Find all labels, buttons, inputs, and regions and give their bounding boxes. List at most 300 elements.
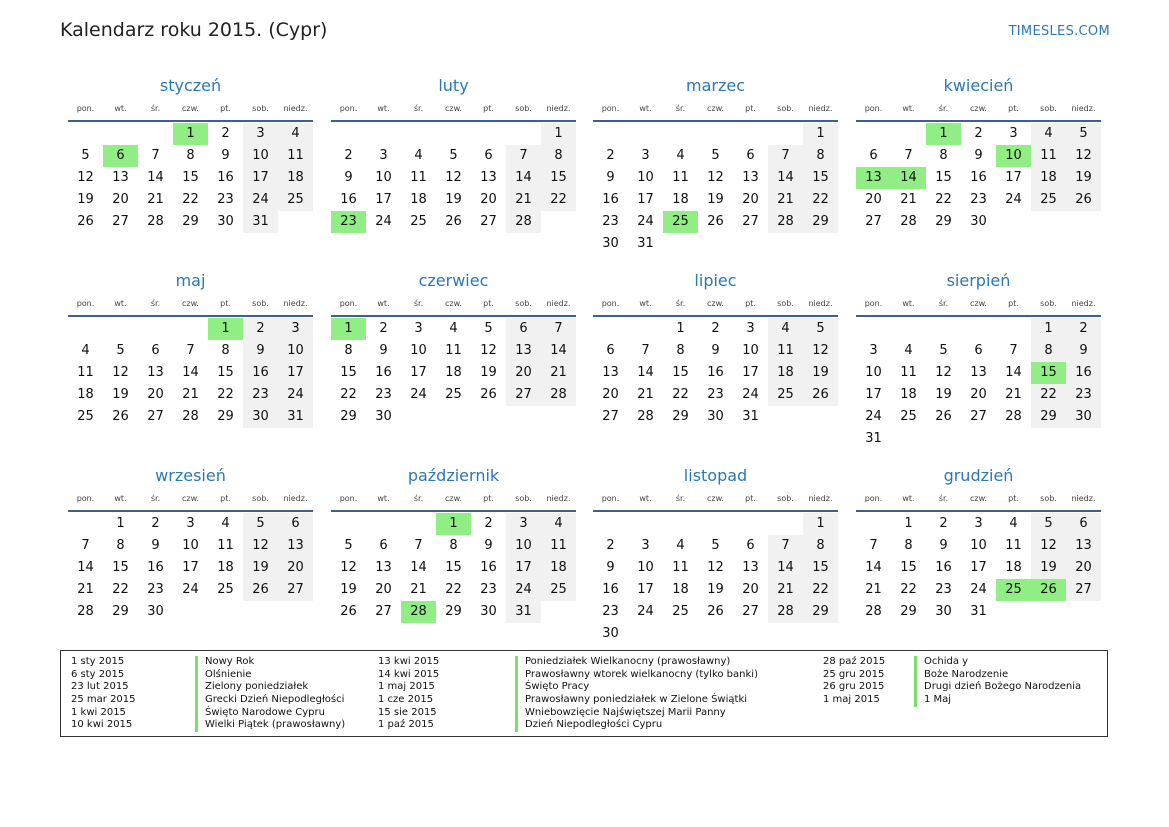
day-cell: 12 bbox=[77, 170, 94, 185]
day-cell: 17 bbox=[506, 557, 541, 579]
weekday-label: wt. bbox=[902, 104, 915, 113]
empty-day-cell bbox=[471, 123, 506, 145]
day-cell: 28 bbox=[865, 604, 882, 619]
week-row bbox=[856, 384, 1101, 406]
day-cell: 9 bbox=[974, 148, 983, 163]
weekday-label: niedz. bbox=[808, 104, 833, 113]
week-row bbox=[68, 189, 313, 211]
day-cell: 22 bbox=[541, 189, 576, 211]
holiday-name: Nowy Rok bbox=[195, 656, 254, 669]
day-cell: 2 bbox=[379, 321, 388, 336]
day-cell: 29 bbox=[935, 214, 952, 229]
day-cell: 24 bbox=[742, 387, 759, 402]
month-name: lipiec bbox=[694, 271, 737, 290]
day-cell: 27 bbox=[865, 214, 882, 229]
day-cell: 17 bbox=[1005, 170, 1022, 185]
weekday-label: wt. bbox=[902, 494, 915, 503]
day-cell: 21 bbox=[182, 387, 199, 402]
weekday-label: niedz. bbox=[808, 299, 833, 308]
empty-day-cell bbox=[331, 123, 366, 145]
day-cell: 4 bbox=[676, 538, 685, 553]
weekday-label: wt. bbox=[114, 299, 127, 308]
weekday-label: sob. bbox=[777, 104, 794, 113]
day-cell: 6 bbox=[974, 343, 983, 358]
holiday-date: 28 paź 2015 bbox=[823, 656, 886, 667]
month-name: grudzień bbox=[943, 466, 1014, 485]
empty-day-cell bbox=[961, 318, 996, 340]
holiday-date: 1 cze 2015 bbox=[378, 694, 434, 706]
day-cell: 23 bbox=[1066, 384, 1101, 406]
holiday-date: 6 sty 2015 bbox=[71, 668, 125, 680]
day-cell: 11 bbox=[672, 560, 689, 575]
month-name: kwiecień bbox=[943, 76, 1014, 95]
day-cell: 13 bbox=[856, 167, 891, 189]
weekday-header bbox=[68, 489, 313, 509]
empty-day-cell bbox=[698, 123, 733, 145]
day-cell: 29 bbox=[1031, 406, 1066, 428]
week-row bbox=[68, 513, 313, 535]
day-cell: 7 bbox=[904, 148, 913, 163]
day-cell: 21 bbox=[1005, 387, 1022, 402]
empty-day-cell bbox=[208, 601, 243, 623]
day-cell: 14 bbox=[77, 560, 94, 575]
day-cell: 9 bbox=[484, 538, 493, 553]
weekday-label: sob. bbox=[777, 494, 794, 503]
empty-day-cell bbox=[733, 623, 768, 645]
day-cell: 26 bbox=[243, 579, 278, 601]
holiday-name: Grecki Dzień Niepodległości bbox=[195, 694, 344, 707]
day-cell: 31 bbox=[865, 431, 882, 446]
day-cell: 11 bbox=[900, 365, 917, 380]
weekday-header bbox=[856, 99, 1101, 119]
weekday-label: pt. bbox=[745, 494, 756, 503]
week-row bbox=[856, 189, 1101, 211]
day-cell: 16 bbox=[480, 560, 497, 575]
day-cell: 1 bbox=[904, 516, 913, 531]
weekday-label: sob. bbox=[252, 299, 269, 308]
week-row bbox=[856, 513, 1101, 535]
day-cell: 19 bbox=[340, 582, 357, 597]
day-cell: 18 bbox=[77, 387, 94, 402]
day-cell: 14 bbox=[768, 557, 803, 579]
day-cell: 17 bbox=[278, 362, 313, 384]
empty-day-cell bbox=[926, 318, 961, 340]
weekday-label: pt. bbox=[745, 299, 756, 308]
day-cell: 5 bbox=[116, 343, 125, 358]
empty-day-cell bbox=[768, 623, 803, 645]
weekday-label: wt. bbox=[639, 299, 652, 308]
week-row bbox=[68, 123, 313, 145]
week-row bbox=[593, 406, 838, 428]
day-cell: 19 bbox=[1066, 167, 1101, 189]
month-name: wrzesień bbox=[155, 466, 226, 485]
empty-day-cell bbox=[1031, 428, 1066, 450]
empty-day-cell bbox=[173, 318, 208, 340]
day-cell: 28 bbox=[506, 211, 541, 233]
day-cell: 8 bbox=[676, 343, 685, 358]
month-name: styczeń bbox=[159, 76, 222, 95]
weekday-label: czw. bbox=[182, 494, 199, 503]
day-cell: 26 bbox=[445, 214, 462, 229]
day-cell: 30 bbox=[602, 626, 619, 641]
day-cell: 8 bbox=[186, 148, 195, 163]
day-cell: 4 bbox=[1009, 516, 1018, 531]
week-row bbox=[331, 579, 576, 601]
day-cell: 3 bbox=[641, 538, 650, 553]
day-cell: 19 bbox=[243, 557, 278, 579]
day-cell: 15 bbox=[340, 365, 357, 380]
month-name: marzec bbox=[685, 76, 745, 95]
day-cell: 9 bbox=[1066, 340, 1101, 362]
weekday-label: pon. bbox=[339, 104, 358, 113]
day-cell: 18 bbox=[1031, 167, 1066, 189]
weekday-label: czw. bbox=[182, 299, 199, 308]
weekday-label: śr. bbox=[413, 494, 424, 503]
day-cell: 28 bbox=[637, 409, 654, 424]
empty-day-cell bbox=[891, 428, 926, 450]
day-cell: 15 bbox=[182, 170, 199, 185]
day-cell: 6 bbox=[278, 513, 313, 535]
day-cell: 18 bbox=[541, 557, 576, 579]
day-cell: 4 bbox=[221, 516, 230, 531]
day-cell: 19 bbox=[707, 582, 724, 597]
day-cell: 31 bbox=[243, 211, 278, 233]
day-cell: 24 bbox=[1005, 192, 1022, 207]
month-name: maj bbox=[175, 271, 206, 290]
day-cell: 9 bbox=[151, 538, 160, 553]
day-cell: 22 bbox=[803, 189, 838, 211]
day-cell: 16 bbox=[707, 365, 724, 380]
empty-day-cell bbox=[593, 318, 628, 340]
weekday-label: pt. bbox=[220, 494, 231, 503]
day-cell: 2 bbox=[711, 321, 720, 336]
day-cell: 18 bbox=[410, 192, 427, 207]
day-cell: 27 bbox=[742, 604, 759, 619]
day-cell: 14 bbox=[865, 560, 882, 575]
day-cell: 10 bbox=[996, 145, 1031, 167]
weekday-label: czw. bbox=[970, 104, 987, 113]
day-cell: 12 bbox=[112, 365, 129, 380]
day-cell: 8 bbox=[541, 145, 576, 167]
day-cell: 6 bbox=[1066, 513, 1101, 535]
day-cell: 21 bbox=[77, 582, 94, 597]
month-name: czerwiec bbox=[418, 271, 489, 290]
day-cell: 9 bbox=[243, 340, 278, 362]
empty-day-cell bbox=[138, 123, 173, 145]
day-cell: 5 bbox=[449, 148, 458, 163]
week-row bbox=[331, 145, 576, 167]
day-cell: 22 bbox=[445, 582, 462, 597]
day-cell: 18 bbox=[1005, 560, 1022, 575]
day-cell: 15 bbox=[935, 170, 952, 185]
day-cell: 26 bbox=[480, 387, 497, 402]
day-cell: 6 bbox=[746, 148, 755, 163]
day-cell: 12 bbox=[340, 560, 357, 575]
weekday-label: pt. bbox=[483, 494, 494, 503]
day-cell: 8 bbox=[449, 538, 458, 553]
day-cell: 17 bbox=[970, 560, 987, 575]
day-cell: 5 bbox=[344, 538, 353, 553]
weekday-label: pt. bbox=[220, 299, 231, 308]
weekday-label: sob. bbox=[1040, 104, 1057, 113]
day-cell: 3 bbox=[746, 321, 755, 336]
weekday-label: niedz. bbox=[283, 299, 308, 308]
day-cell: 14 bbox=[182, 365, 199, 380]
week-row bbox=[593, 362, 838, 384]
day-cell: 13 bbox=[147, 365, 164, 380]
empty-day-cell bbox=[891, 123, 926, 145]
empty-day-cell bbox=[733, 513, 768, 535]
day-cell: 17 bbox=[637, 192, 654, 207]
weekday-label: pon. bbox=[339, 299, 358, 308]
holiday-date: 23 lut 2015 bbox=[71, 681, 129, 693]
day-cell: 3 bbox=[186, 516, 195, 531]
week-row bbox=[593, 340, 838, 362]
weekday-label: sob. bbox=[252, 494, 269, 503]
day-cell: 11 bbox=[768, 340, 803, 362]
day-cell: 4 bbox=[904, 343, 913, 358]
day-cell: 23 bbox=[375, 387, 392, 402]
day-cell: 7 bbox=[768, 145, 803, 167]
month-3 bbox=[593, 72, 838, 255]
month-10 bbox=[331, 462, 576, 623]
holiday-date: 25 gru 2015 bbox=[823, 668, 885, 680]
day-cell: 6 bbox=[484, 148, 493, 163]
day-cell: 31 bbox=[278, 406, 313, 428]
day-cell: 5 bbox=[711, 538, 720, 553]
day-cell: 15 bbox=[1031, 362, 1066, 384]
brand-link[interactable]: TIMESLES.COM bbox=[1008, 24, 1110, 39]
weekday-label: sob. bbox=[252, 104, 269, 113]
empty-day-cell bbox=[961, 428, 996, 450]
day-cell: 13 bbox=[375, 560, 392, 575]
week-row bbox=[68, 362, 313, 384]
day-cell: 10 bbox=[637, 170, 654, 185]
weekday-label: czw. bbox=[445, 299, 462, 308]
day-cell: 30 bbox=[375, 409, 392, 424]
day-cell: 24 bbox=[637, 604, 654, 619]
weekday-label: śr. bbox=[675, 494, 686, 503]
day-cell: 20 bbox=[602, 387, 619, 402]
empty-day-cell bbox=[1031, 211, 1066, 233]
day-cell: 24 bbox=[410, 387, 427, 402]
empty-day-cell bbox=[891, 318, 926, 340]
day-cell: 29 bbox=[803, 211, 838, 233]
day-cell: 2 bbox=[243, 318, 278, 340]
day-cell: 23 bbox=[147, 582, 164, 597]
empty-day-cell bbox=[996, 428, 1031, 450]
day-cell: 16 bbox=[1066, 362, 1101, 384]
week-row bbox=[68, 406, 313, 428]
weekday-label: śr. bbox=[675, 104, 686, 113]
day-cell: 6 bbox=[379, 538, 388, 553]
holiday-legend bbox=[60, 650, 1108, 737]
weekday-label: niedz. bbox=[283, 494, 308, 503]
weekday-label: pon. bbox=[864, 104, 883, 113]
day-cell: 5 bbox=[939, 343, 948, 358]
weekday-label: czw. bbox=[445, 104, 462, 113]
week-row bbox=[856, 557, 1101, 579]
day-cell: 27 bbox=[602, 409, 619, 424]
day-cell: 3 bbox=[243, 123, 278, 145]
day-cell: 10 bbox=[243, 145, 278, 167]
week-row bbox=[593, 211, 838, 233]
day-cell: 12 bbox=[480, 343, 497, 358]
empty-day-cell bbox=[541, 211, 576, 233]
empty-day-cell bbox=[628, 318, 663, 340]
day-cell: 30 bbox=[147, 604, 164, 619]
day-cell: 25 bbox=[278, 189, 313, 211]
day-cell: 21 bbox=[900, 192, 917, 207]
holiday-date: 25 mar 2015 bbox=[71, 694, 136, 706]
day-cell: 15 bbox=[900, 560, 917, 575]
day-cell: 20 bbox=[506, 362, 541, 384]
day-cell: 29 bbox=[182, 214, 199, 229]
day-cell: 28 bbox=[147, 214, 164, 229]
empty-day-cell bbox=[663, 123, 698, 145]
empty-day-cell bbox=[401, 123, 436, 145]
weekday-label: czw. bbox=[970, 299, 987, 308]
day-cell: 8 bbox=[803, 145, 838, 167]
week-row bbox=[331, 123, 576, 145]
day-cell: 16 bbox=[970, 170, 987, 185]
day-cell: 3 bbox=[1009, 126, 1018, 141]
day-cell: 13 bbox=[480, 170, 497, 185]
day-cell: 9 bbox=[606, 170, 615, 185]
day-cell: 24 bbox=[243, 189, 278, 211]
day-cell: 25 bbox=[445, 387, 462, 402]
day-cell: 7 bbox=[81, 538, 90, 553]
day-cell: 2 bbox=[151, 516, 160, 531]
weekday-label: pt. bbox=[745, 104, 756, 113]
day-cell: 21 bbox=[637, 387, 654, 402]
day-cell: 17 bbox=[410, 365, 427, 380]
day-cell: 25 bbox=[217, 582, 234, 597]
empty-day-cell bbox=[331, 513, 366, 535]
week-row bbox=[593, 579, 838, 601]
day-cell: 25 bbox=[672, 604, 689, 619]
day-cell: 3 bbox=[974, 516, 983, 531]
weekday-label: pt. bbox=[1008, 104, 1019, 113]
day-cell: 29 bbox=[672, 409, 689, 424]
day-cell: 8 bbox=[116, 538, 125, 553]
day-cell: 24 bbox=[182, 582, 199, 597]
day-cell: 19 bbox=[445, 192, 462, 207]
empty-day-cell bbox=[68, 318, 103, 340]
weekday-header bbox=[856, 294, 1101, 314]
day-cell: 27 bbox=[112, 214, 129, 229]
day-cell: 20 bbox=[480, 192, 497, 207]
month-11 bbox=[593, 462, 838, 645]
day-cell: 5 bbox=[243, 513, 278, 535]
week-row bbox=[856, 362, 1101, 384]
week-row bbox=[331, 513, 576, 535]
day-cell: 18 bbox=[445, 365, 462, 380]
day-cell: 12 bbox=[445, 170, 462, 185]
week-row bbox=[856, 406, 1101, 428]
week-row bbox=[331, 406, 576, 428]
empty-day-cell bbox=[768, 233, 803, 255]
week-row bbox=[593, 145, 838, 167]
day-cell: 27 bbox=[375, 604, 392, 619]
empty-day-cell bbox=[541, 601, 576, 623]
day-cell: 30 bbox=[970, 214, 987, 229]
day-cell: 29 bbox=[112, 604, 129, 619]
day-cell: 6 bbox=[746, 538, 755, 553]
day-cell: 27 bbox=[1066, 579, 1101, 601]
weekday-label: pt. bbox=[1008, 299, 1019, 308]
day-cell: 30 bbox=[1066, 406, 1101, 428]
week-row bbox=[331, 340, 576, 362]
day-cell: 10 bbox=[970, 538, 987, 553]
month-9 bbox=[68, 462, 313, 623]
day-cell: 24 bbox=[970, 582, 987, 597]
day-cell: 8 bbox=[344, 343, 353, 358]
day-cell: 23 bbox=[970, 192, 987, 207]
holiday-date: 13 kwi 2015 bbox=[378, 656, 440, 667]
month-7 bbox=[593, 267, 838, 428]
day-cell: 25 bbox=[768, 384, 803, 406]
weekday-label: wt. bbox=[639, 104, 652, 113]
holiday-name: Drugi dzień Bożego Narodzenia bbox=[914, 681, 1081, 694]
month-6 bbox=[331, 267, 576, 428]
holiday-date: 1 maj 2015 bbox=[378, 681, 435, 693]
week-row bbox=[331, 384, 576, 406]
holiday-name: Boże Narodzenie bbox=[914, 669, 1008, 682]
week-row bbox=[68, 145, 313, 167]
day-cell: 3 bbox=[641, 148, 650, 163]
day-cell: 19 bbox=[480, 365, 497, 380]
day-cell: 2 bbox=[1066, 318, 1101, 340]
day-cell: 9 bbox=[939, 538, 948, 553]
day-cell: 15 bbox=[541, 167, 576, 189]
empty-day-cell bbox=[506, 123, 541, 145]
empty-day-cell bbox=[506, 406, 541, 428]
day-cell: 15 bbox=[217, 365, 234, 380]
day-cell: 28 bbox=[900, 214, 917, 229]
day-cell: 7 bbox=[151, 148, 160, 163]
day-cell: 1 bbox=[803, 513, 838, 535]
day-cell: 27 bbox=[480, 214, 497, 229]
empty-day-cell bbox=[1031, 601, 1066, 623]
day-cell: 21 bbox=[768, 579, 803, 601]
holiday-name: 1 Maj bbox=[914, 694, 951, 707]
week-row bbox=[331, 167, 576, 189]
day-cell: 22 bbox=[1031, 384, 1066, 406]
empty-day-cell bbox=[103, 318, 138, 340]
day-cell: 30 bbox=[217, 214, 234, 229]
day-cell: 21 bbox=[506, 189, 541, 211]
empty-day-cell bbox=[243, 601, 278, 623]
day-cell: 22 bbox=[217, 387, 234, 402]
day-cell: 28 bbox=[768, 211, 803, 233]
holiday-name: Poniedziałek Wielkanocny (prawosławny) bbox=[515, 656, 730, 669]
day-cell: 25 bbox=[900, 409, 917, 424]
day-cell: 4 bbox=[768, 318, 803, 340]
day-cell: 19 bbox=[77, 192, 94, 207]
weekday-label: pon. bbox=[76, 494, 95, 503]
weekday-label: pon. bbox=[601, 299, 620, 308]
day-cell: 26 bbox=[77, 214, 94, 229]
week-row bbox=[856, 340, 1101, 362]
weekday-label: czw. bbox=[970, 494, 987, 503]
week-row bbox=[856, 601, 1101, 623]
day-cell: 11 bbox=[1005, 538, 1022, 553]
weekday-label: niedz. bbox=[1071, 104, 1096, 113]
day-cell: 2 bbox=[606, 148, 615, 163]
day-cell: 9 bbox=[221, 148, 230, 163]
day-cell: 6 bbox=[506, 318, 541, 340]
